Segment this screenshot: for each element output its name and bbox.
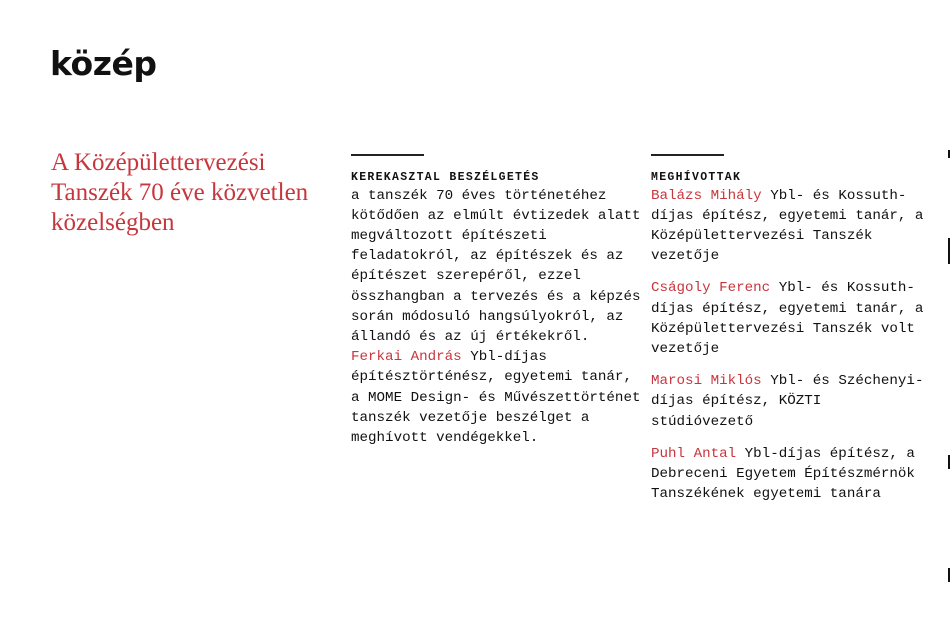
guest-name: Cságoly Ferenc [651, 280, 771, 297]
section-divider [351, 154, 424, 156]
guest-description: Ybl-díjas építész, a Debreceni Egyetem Építészmérnök Tanszékének egyetemi tanára [651, 445, 915, 503]
edge-mark [948, 455, 950, 469]
invited-column [651, 154, 931, 516]
roundtable-description [351, 186, 641, 449]
roundtable-text-before: a tanszék 70 éves történetéhez kötődően az elmúlt évtizedek alatt megváltozott építészeti feladatokról, az építészek és az építészet szerepéről, ezzel összhangban a tervezés és a képzés során módosuló hangsúlyokról, az állandó és az új értékekről. [351, 187, 641, 345]
edge-mark [948, 568, 950, 582]
roundtable-column [351, 154, 641, 448]
moderator-name: Ferkai András [351, 349, 462, 366]
guest-name: Marosi Miklós [651, 373, 762, 390]
edge-mark [948, 150, 950, 158]
roundtable-heading: KEREKASZTAL BESZÉLGETÉS [351, 170, 540, 184]
edge-mark [948, 238, 950, 264]
moderator-description: Ybl-díjas építésztörténész, egyetemi tanár, a MOME Design- és Művészettörténet tanszék vezetője beszélget a meghívott vendégekkel. [351, 349, 641, 446]
guest-item [651, 371, 931, 432]
guest-item [651, 444, 931, 505]
section-divider [651, 154, 724, 156]
guest-name: Puhl Antal [651, 445, 737, 462]
guest-item [651, 186, 931, 267]
invited-heading: MEGHÍVOTTAK [651, 170, 742, 184]
guest-description: Ybl- és Kossuth-díjas építész, egyetemi tanár, a Középülettervezési Tanszék volt vezetője [651, 280, 924, 357]
kozep-logo: közép [50, 44, 157, 83]
guest-name: Balázs Mihály [651, 187, 762, 204]
guest-description: Ybl- és Kossuth-díjas építész, egyetemi tanár, a Középülettervezési Tanszék vezetője [651, 187, 924, 265]
guest-description: Ybl- és Széchenyi-díjas építész, KÖZTI stúdióvezető [651, 373, 924, 430]
guest-item [651, 278, 931, 359]
page-title: A Középülettervezési Tanszék 70 éve közvetlen közelségben [51, 149, 309, 236]
